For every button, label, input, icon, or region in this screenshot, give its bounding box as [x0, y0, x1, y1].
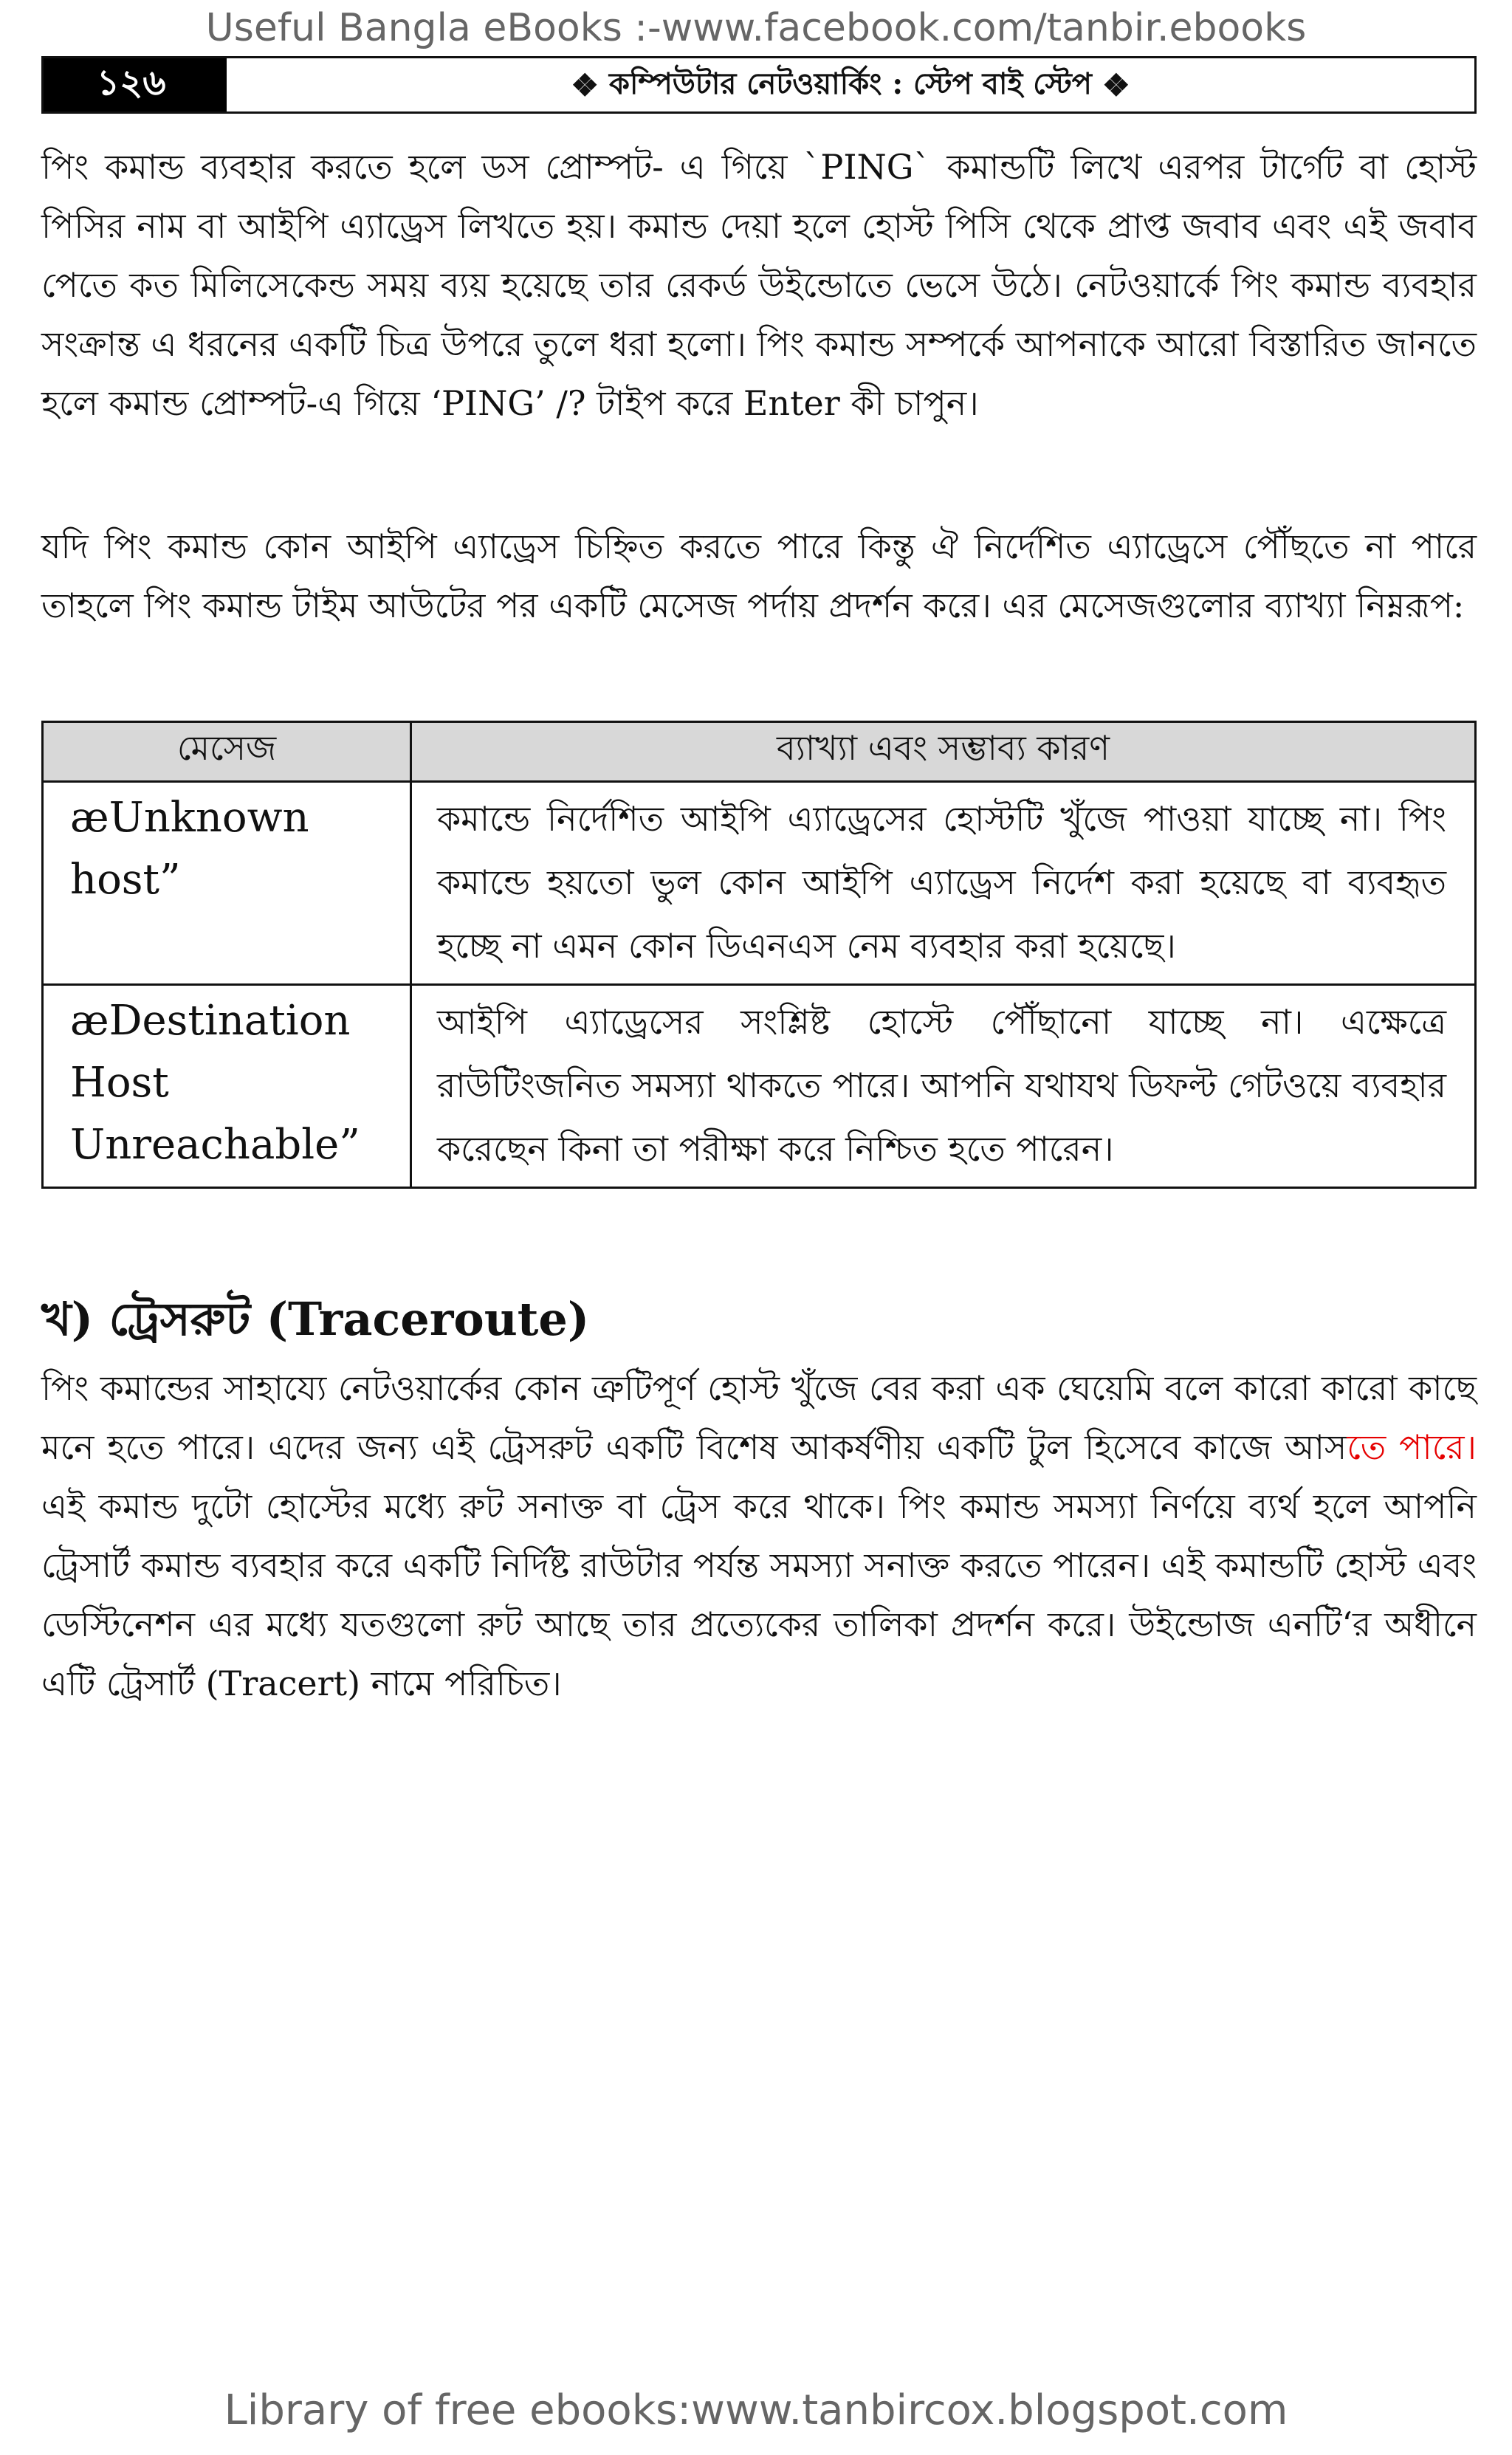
ornament-left-icon: ❖	[571, 66, 599, 103]
paragraph-ping-messages-intro	[41, 517, 1477, 635]
paragraph-traceroute	[41, 1359, 1477, 1713]
explanation-cell: কমান্ডে নির্দেশিত আইপি এ্যাড্রেসের হোস্টটি খুঁজে পাওয়া যাচ্ছে না। পিং কমান্ডে হয়তো ভুল কোন আইপি এ্যাড্রেস নির্দেশ করা হয়েছে বা ব্যবহৃত হচ্ছে না এমন কোন ডিএনএস নেম ব্যবহার করা হয়েছে।	[411, 782, 1476, 985]
highlighted-text: তে পারে।	[1347, 1427, 1477, 1467]
paragraph-ping-usage	[41, 137, 1477, 433]
paragraph-text	[41, 1359, 1477, 1713]
message-cell: æDestination Host Unreachable”	[43, 985, 411, 1188]
top-watermark: Useful Bangla eBooks :-www.facebook.com/tanbir.ebooks	[205, 6, 1307, 50]
text-segment: এই কমান্ড দুটো হোস্টের মধ্যে রুট সনাক্ত বা ট্রেস করে থাকে। পিং কমান্ড সমস্যা নির্ণয়ে ব্যর্থ হলে আপনি ট্রেসার্ট কমান্ড ব্যবহার করে একটি নির্দিষ্ট রাউটার পর্যন্ত সমস্যা সনাক্ত করতে পারেন। এই কমান্ডটি হোস্ট এবং ডেস্টিনেশন এর মধ্যে যতগুলো রুট আছে তার প্রত্যেকের তালিকা প্রদর্শন করে। উইন্ডোজ এনটি‘র অধীনে এটি ট্রেসার্ট (Tracert) নামে পরিচিত।	[41, 1486, 1477, 1703]
text-segment: পিং কমান্ডের সাহায্যে নেটওয়ার্কের কোন ত্রুটিপূর্ণ হোস্ট খুঁজে বের করা এক ঘেয়েমি বলে কারো কারো কাছে মনে হতে পারে। এদের জন্য এই ট্রেসরুট একটি বিশেষ আকর্ষণীয় একটি টুল হিসেবে কাজে আস	[41, 1368, 1477, 1467]
message-cell: æUnknown host”	[43, 782, 411, 985]
column-header-message: মেসেজ	[43, 722, 411, 782]
section-heading-traceroute: খ) ট্রেসরুট (Traceroute)	[41, 1292, 590, 1346]
bottom-watermark: Library of free ebooks:www.tanbircox.blogspot.com	[224, 2386, 1288, 2434]
paragraph-text: পিং কমান্ড ব্যবহার করতে হলে ডস প্রোম্পট- এ গিয়ে `PING` কমান্ডটি লিখে এরপর টার্গেট বা হোস্ট পিসির নাম বা আইপি এ্যাড্রেস লিখতে হয়। কমান্ড দেয়া হলে হোস্ট পিসি থেকে প্রাপ্ত জবাব এবং এই জবাব পেতে কত মিলিসেকেন্ড সময় ব্যয় হয়েছে তার রেকর্ড উইন্ডোতে ভেসে উঠে। নেটওয়ার্কে পিং কমান্ড ব্যবহার সংক্রান্ত এ ধরনের একটি চিত্র উপরে তুলে ধরা হলো। পিং কমান্ড সম্পর্কে আপনাকে আরো বিস্তারিত জানতে হলে কমান্ড প্রোম্পট-এ গিয়ে ‘PING’ /? টাইপ করে Enter কী চাপুন।	[41, 147, 1477, 423]
running-title	[227, 58, 1474, 111]
page-header	[41, 56, 1477, 114]
table-row	[43, 985, 1476, 1188]
paragraph-text: যদি পিং কমান্ড কোন আইপি এ্যাড্রেস চিহ্নিত করতে পারে কিন্তু ঐ নির্দেশিত এ্যাড্রেসে পৌঁছতে না পারে তাহলে পিং কমান্ড টাইম আউটের পর একটি মেসেজ পর্দায় প্রদর্শন করে। এর মেসেজগুলোর ব্যাখ্যা নিম্নরূপ:	[41, 526, 1477, 625]
table-header-row	[43, 722, 1476, 782]
page-number: ১২৬	[44, 58, 227, 111]
ornament-right-icon: ❖	[1102, 66, 1130, 103]
ping-messages-table	[41, 721, 1477, 1189]
table-row	[43, 782, 1476, 985]
running-title-text: কম্পিউটার নেটওয়ার্কিং : স্টেপ বাই স্টেপ	[609, 66, 1092, 101]
column-header-explanation: ব্যাখ্যা এবং সম্ভাব্য কারণ	[411, 722, 1476, 782]
explanation-cell: আইপি এ্যাড্রেসের সংশ্লিষ্ট হোস্টে পৌঁছানো যাচ্ছে না। এক্ষেত্রে রাউটিংজনিত সমস্যা থাকতে পারে। আপনি যথাযথ ডিফল্ট গেটওয়ে ব্যবহার করেছেন কিনা তা পরীক্ষা করে নিশ্চিত হতে পারেন।	[411, 985, 1476, 1188]
